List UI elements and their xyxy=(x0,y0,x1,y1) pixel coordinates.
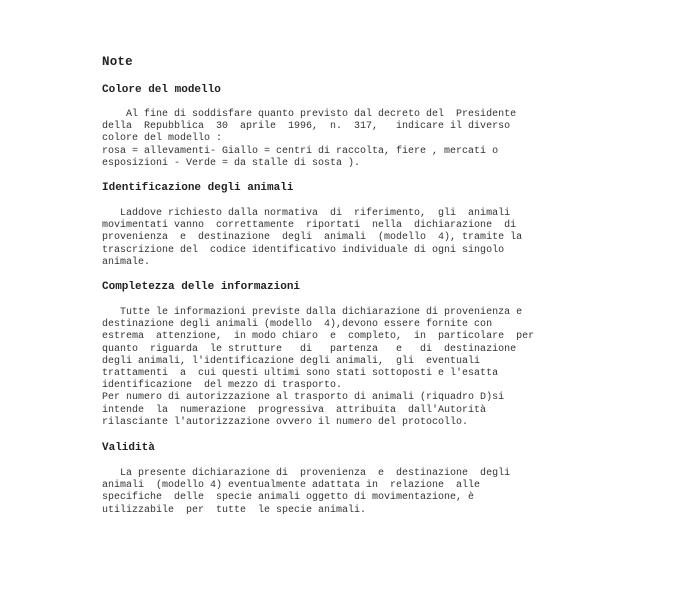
body-line: Laddove richiesto dalla normativa di riferimento, gli animali xyxy=(102,208,511,219)
body-line: La presente dichiarazione di provenienza e destinazione degli xyxy=(102,468,511,479)
body-line: animali (modello 4) eventualmente adattata in relazione alle xyxy=(102,480,481,492)
section-body-identificazione xyxy=(102,208,522,269)
body-line: trascrizione del codice identificativo individuale di ogni singolo xyxy=(102,244,505,256)
body-line: degli animali, l'identificazione degli animali, gli eventuali xyxy=(102,355,481,367)
body-line: animale. xyxy=(102,256,151,268)
body-line: Tutte le informazioni previste dalla dichiarazione di provenienza e xyxy=(102,307,523,318)
body-line: estrema attenzione, in modo chiaro e completo, in particolare per xyxy=(102,331,535,343)
body-line: specifiche delle specie animali oggetto di movimentazione, è xyxy=(102,492,475,504)
body-line: della Repubblica 30 aprile 1996, n. 317, indicare il diverso xyxy=(102,121,511,133)
body-line: movimentati vanno correttamente riportati nella dichiarazione di xyxy=(102,220,517,232)
section-heading-colore: Colore del modello xyxy=(102,84,221,96)
section-body-validita xyxy=(102,468,510,517)
body-line: rilasciante l'autorizzazione ovvero il numero del protocollo. xyxy=(102,416,469,428)
body-line: esposizioni - Verde = da stalle di sosta ). xyxy=(102,157,361,169)
body-line: utilizzabile per tutte le specie animali. xyxy=(102,504,367,516)
body-line: intende la numerazione progressiva attribuita dall'Autorità xyxy=(102,404,487,416)
body-line: destinazione degli animali (modello 4),devono essere fornite con xyxy=(102,319,493,331)
body-line: Al fine di soddisfare quanto previsto dal decreto del Presidente xyxy=(102,109,517,120)
section-heading-identificazione: Identificazione degli animali xyxy=(102,182,294,194)
body-line: provenienza e destinazione degli animali (modello 4), tramite la xyxy=(102,232,523,244)
section-body-colore xyxy=(102,109,516,170)
body-line: quanto riguarda le strutture di partenza e di destinazione xyxy=(102,343,517,355)
body-line: colore del modello : xyxy=(102,133,223,145)
body-line: rosa = allevamenti- Giallo = centri di raccolta, fiere , mercati o xyxy=(102,145,499,157)
section-body-completezza xyxy=(102,307,534,429)
section-heading-completezza: Completezza delle informazioni xyxy=(102,281,301,293)
body-line: Per numero di autorizzazione al trasporto di animali (riquadro D)si xyxy=(102,392,505,404)
section-heading-validita: Validità xyxy=(102,442,155,454)
body-line: identificazione del mezzo di trasporto. xyxy=(102,380,343,392)
body-line: trattamenti a cui questi ultimi sono stati sottoposti e l'esatta xyxy=(102,368,499,380)
page-title: Note xyxy=(102,55,133,69)
